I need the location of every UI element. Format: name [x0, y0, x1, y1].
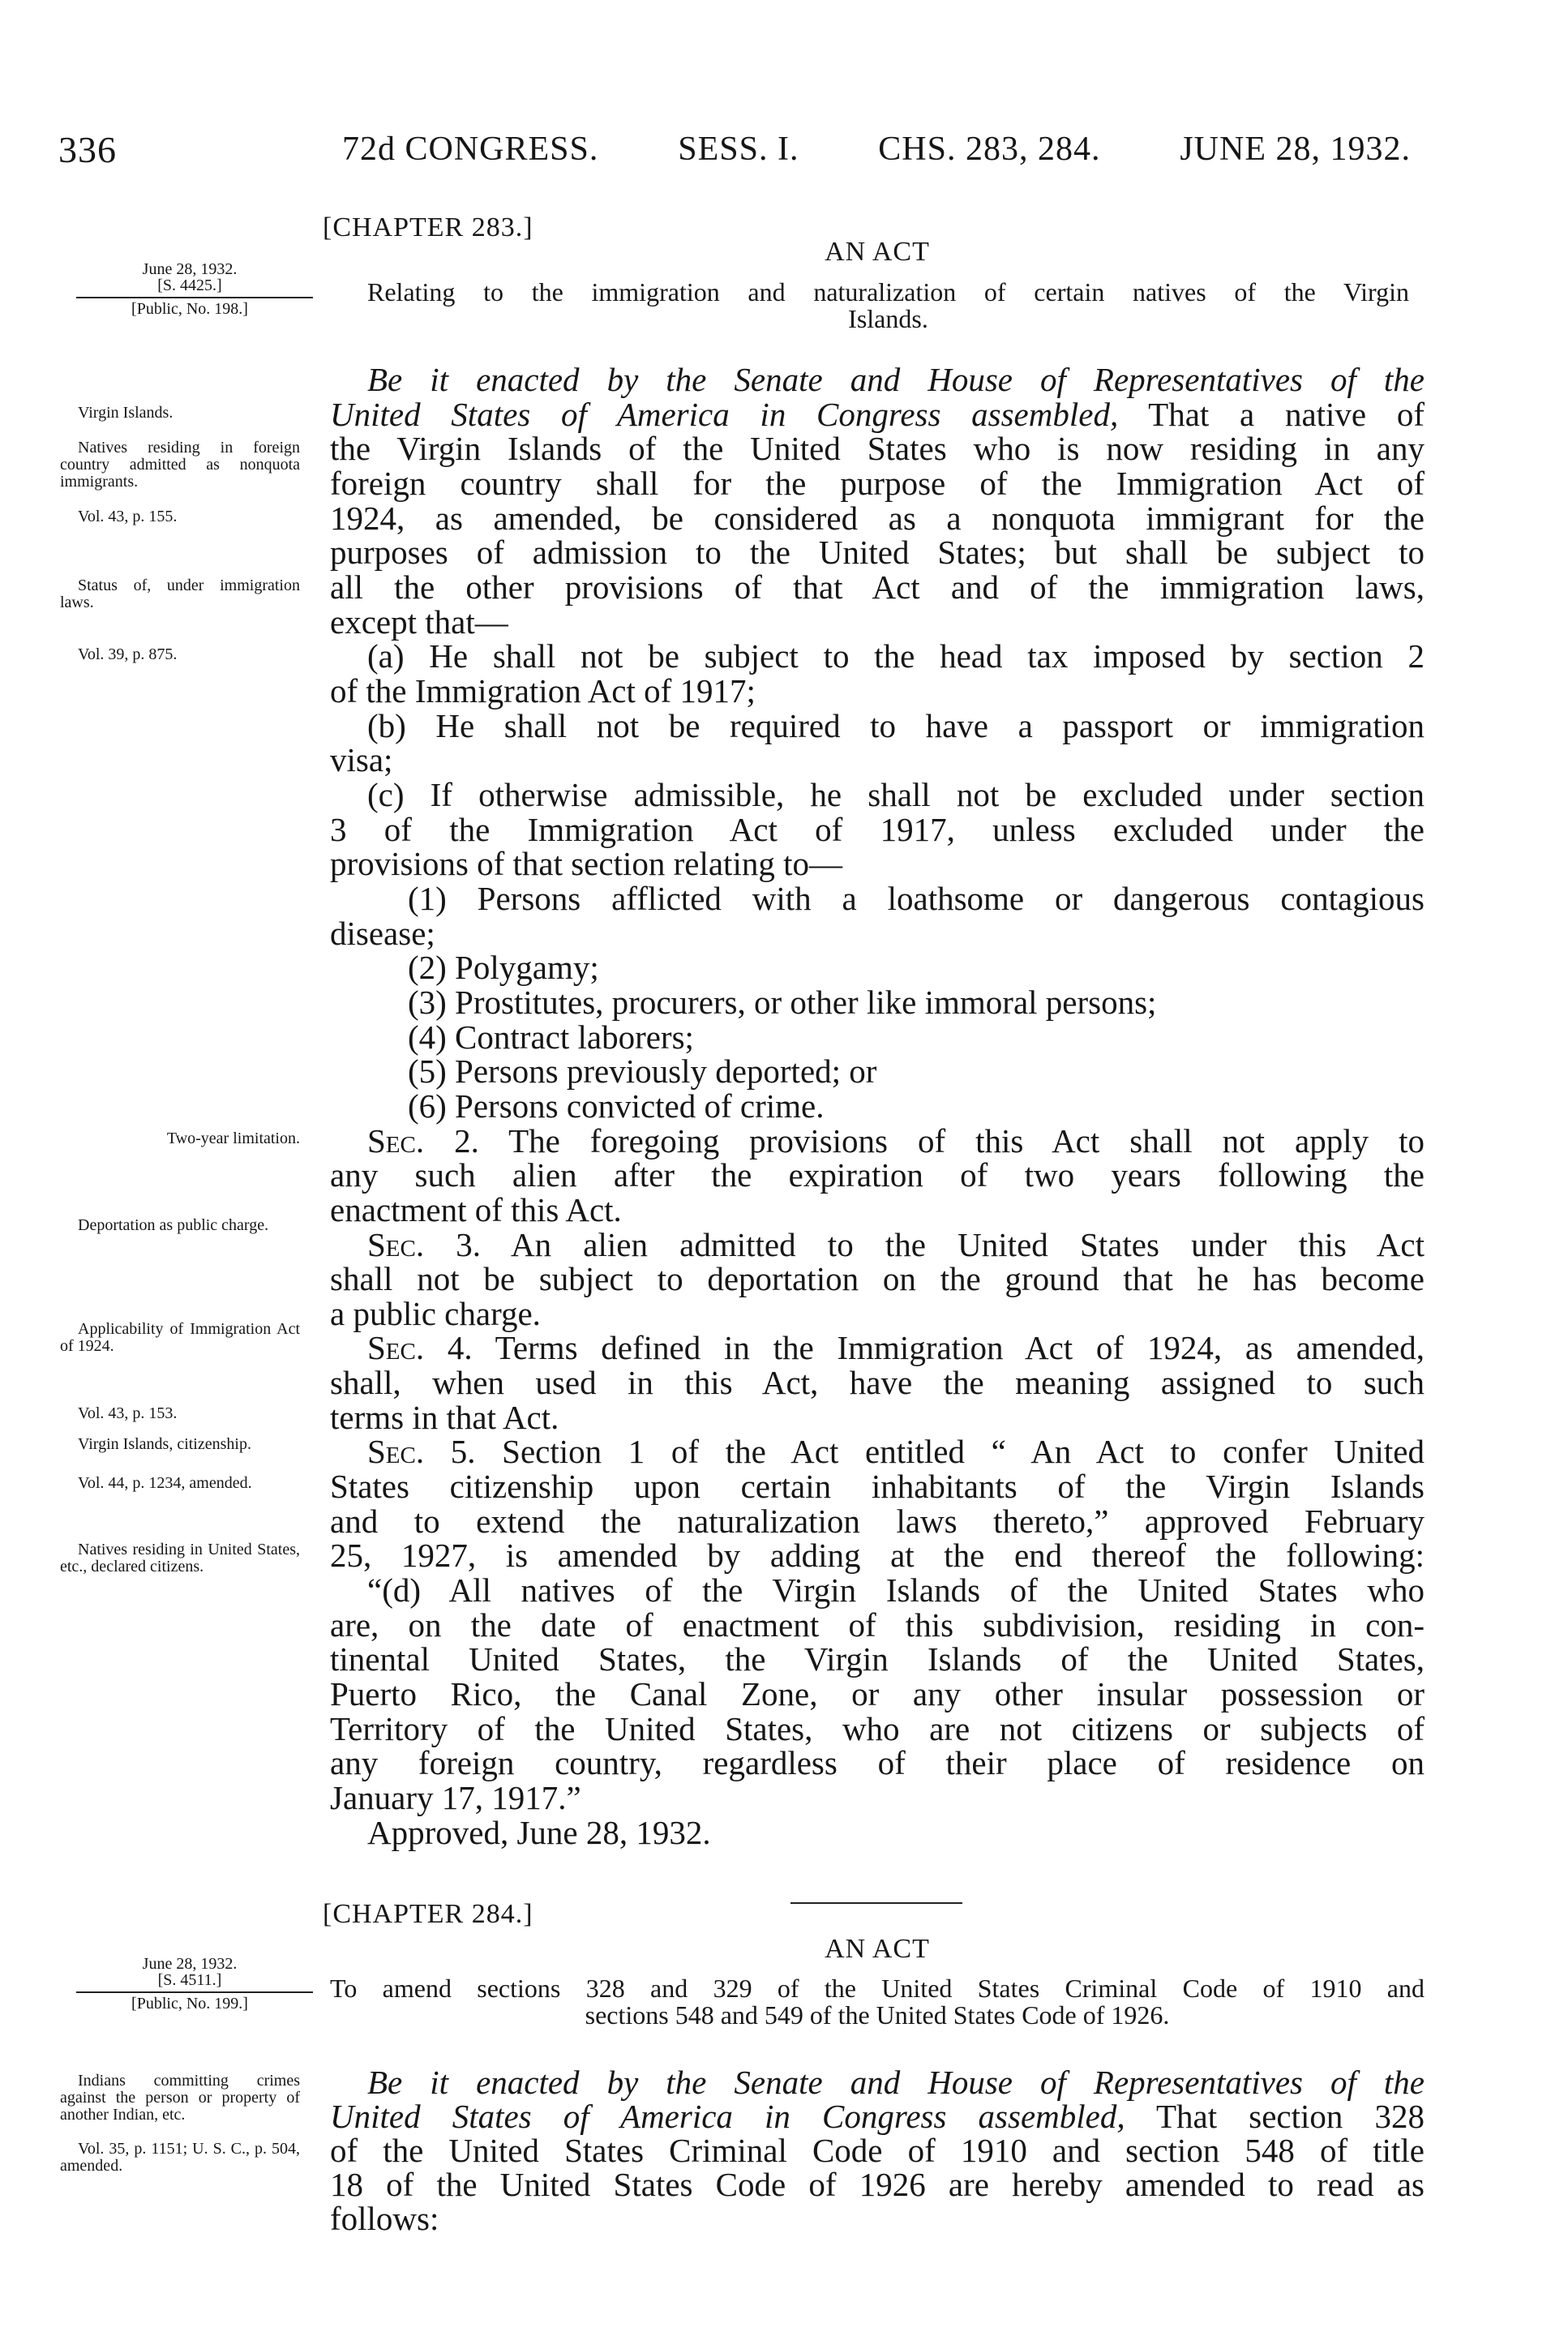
chapter-283-an-act: AN ACT — [825, 237, 930, 267]
body-line — [330, 465, 1424, 501]
body-text: disease; — [330, 914, 435, 952]
body-line — [330, 1607, 1424, 1643]
body-text: (b) He shall not be required to have a passport or immigration — [367, 706, 1424, 744]
side-note: Natives residing in foreign country admitted as nonquota immigrants. — [60, 439, 300, 491]
section-mark: Sec. — [367, 1121, 425, 1160]
body-text: and to extend the naturalization laws thereto,” approved February — [330, 1502, 1424, 1540]
body-line — [367, 1815, 1424, 1850]
body-line — [330, 1400, 1424, 1435]
body-line — [367, 708, 1424, 744]
body-line — [408, 1053, 1424, 1089]
body-text: (3) Prostitutes, procurers, or other like immoral persons; — [408, 983, 1157, 1021]
body-line — [330, 500, 1424, 536]
body-text: 25, 1927, is amended by adding at the end thereof the following: — [330, 1537, 1424, 1575]
body-line — [330, 2201, 1424, 2236]
body-text: “(d) All natives of the Virgin Islands of the United States who — [367, 1571, 1424, 1610]
body-line — [330, 1676, 1424, 1712]
body-text: follows: — [330, 2200, 439, 2238]
chapter-283-side-heading — [60, 261, 319, 317]
side-note: Virgin Islands. — [78, 404, 174, 422]
side-public-law: [Public, No. 198.] — [131, 300, 248, 318]
body-line — [330, 1192, 1424, 1228]
side-rule — [76, 1991, 313, 1993]
italic-text: United States of America in Congress assembled, — [330, 395, 1119, 433]
side-note: Indians committing crimes against the person or property of another Indian, etc. — [60, 2072, 300, 2124]
body-text: 1924, as amended, be considered as a nonquota immigrant for the — [330, 499, 1424, 537]
body-line — [330, 1503, 1424, 1539]
body-line — [408, 984, 1424, 1020]
body-line — [367, 2064, 1424, 2100]
side-date: June 28, 1932. — [142, 1955, 238, 1973]
running-head-date: JUNE 28, 1932. — [1180, 131, 1411, 168]
body-text: shall, when used in this Act, have the meaning assigned to such — [330, 1364, 1424, 1402]
side-note: Deportation as public charge. — [78, 1216, 269, 1234]
body-text: (5) Persons previously deported; or — [408, 1052, 877, 1091]
body-line — [330, 742, 1424, 778]
body-line — [330, 604, 1424, 640]
body-text: 3. An alien admitted to the United States under this Act — [424, 1225, 1424, 1263]
section-mark: Sec. — [367, 1329, 425, 1367]
section-mark: Sec. — [367, 1433, 425, 1471]
body-text: (2) Polygamy; — [408, 949, 599, 987]
side-note: Vol. 43, p. 153. — [78, 1404, 178, 1422]
side-rule — [76, 297, 313, 298]
body-line — [367, 1227, 1424, 1262]
body-text: any foreign country, regardless of their place of residence on — [330, 1744, 1424, 1782]
body-text: Territory of the United States, who are not citizens or subjects of — [330, 1709, 1424, 1747]
section-mark: Sec. — [367, 1225, 425, 1263]
body-line — [330, 1261, 1424, 1297]
side-note: Natives residing in United States, etc., declared citizens. — [60, 1541, 300, 1575]
body-line — [408, 950, 1424, 985]
body-text: purposes of admission to the United States; but shall be subject to — [330, 534, 1424, 572]
side-public-law: [Public, No. 199.] — [131, 1995, 248, 2013]
body-text: all the other provisions of that Act and of the immigration laws, — [330, 568, 1424, 606]
side-note: Two-year limitation. — [166, 1130, 300, 1147]
body-line — [330, 1780, 1424, 1815]
running-head-session: SESS. I. — [678, 131, 799, 168]
body-text: 3 of the Immigration Act of 1917, unless excluded under the — [330, 810, 1424, 848]
body-text: Approved, June 28, 1932. — [367, 1813, 711, 1851]
body-line — [330, 1365, 1424, 1400]
body-line — [330, 2133, 1424, 2168]
body-text: visa; — [330, 741, 393, 779]
body-line — [330, 2167, 1424, 2202]
body-line — [330, 2098, 1424, 2134]
body-text: That a native of — [1118, 395, 1424, 433]
body-text: January 17, 1917.” — [330, 1779, 581, 1817]
italic-text: United States of America in Congress assembled, — [330, 2098, 1125, 2136]
body-line — [330, 1711, 1424, 1747]
body-text: 2. The foregoing provisions of this Act shall not apply to — [424, 1121, 1424, 1160]
chapter-284-title-line-2: sections 548 and 549 of the United States Code of 1926. — [585, 2000, 1170, 2030]
body-text: terms in that Act. — [330, 1398, 559, 1436]
running-head — [342, 130, 1411, 169]
italic-text: Be it enacted by the Senate and House of Representatives of the — [367, 2064, 1424, 2101]
side-note: Applicability of Immigration Act of 1924. — [60, 1320, 300, 1355]
side-date: June 28, 1932. — [142, 260, 238, 278]
body-line — [330, 397, 1424, 432]
running-head-chapters: CHS. 283, 284. — [878, 131, 1101, 168]
body-text: 5. Section 1 of the Act entitled “ An Act to confer United — [424, 1433, 1424, 1471]
body-text: tinental United States, the Virgin Islands of the United States, — [330, 1640, 1424, 1678]
chapter-283-title — [367, 279, 1409, 332]
body-line — [330, 812, 1424, 847]
body-line — [367, 638, 1424, 674]
body-line — [330, 1157, 1424, 1193]
body-line — [367, 1123, 1424, 1159]
body-line — [367, 1572, 1424, 1608]
running-head-congress: 72d CONGRESS. — [342, 131, 599, 168]
body-text: (4) Contract laborers; — [408, 1018, 694, 1056]
body-line — [330, 431, 1424, 466]
body-text: 4. Terms defined in the Immigration Act of 1924, as amended, — [424, 1329, 1424, 1367]
body-line — [367, 362, 1424, 397]
body-text: are, on the date of enactment of this subdivision, residing in con- — [330, 1605, 1424, 1644]
body-text: except that— — [330, 602, 508, 641]
body-line — [330, 846, 1424, 881]
body-line — [330, 1296, 1424, 1331]
chapter-283-title-line-2: Islands. — [848, 304, 928, 333]
body-text: enactment of this Act. — [330, 1190, 622, 1228]
body-text: Puerto Rico, the Canal Zone, or any other insular possession or — [330, 1675, 1424, 1713]
side-note: Vol. 39, p. 875. — [78, 645, 178, 663]
chapter-284-side-heading — [60, 1956, 319, 2012]
chapter-284-title — [330, 1975, 1424, 2029]
body-text: foreign country shall for the purpose of the Immigration Act of — [330, 464, 1424, 502]
body-text: of the Immigration Act of 1917; — [330, 671, 756, 709]
side-note: Vol. 44, p. 1234, amended. — [78, 1474, 252, 1492]
side-note: Vol. 43, p. 155. — [78, 508, 178, 525]
body-line — [330, 1537, 1424, 1573]
body-text: a public charge. — [330, 1294, 541, 1332]
italic-text: Be it enacted by the Senate and House of Representatives of the — [367, 361, 1424, 398]
body-line — [367, 777, 1424, 812]
body-text: provisions of that section relating to— — [330, 845, 842, 883]
side-bill-number: [S. 4511.] — [157, 1971, 222, 1989]
chapter-283-label: [CHAPTER 283.] — [323, 212, 533, 242]
body-line — [330, 569, 1424, 605]
body-line — [367, 1434, 1424, 1469]
body-text: 18 of the United States Code of 1926 are hereby amended to read as — [330, 2166, 1424, 2204]
body-line — [408, 1088, 1424, 1124]
body-line — [408, 1019, 1424, 1055]
side-note: Status of, under immigration laws. — [60, 577, 300, 611]
body-text: shall not be subject to deportation on the ground that he has become — [330, 1260, 1424, 1298]
body-line — [330, 534, 1424, 570]
body-text: (a) He shall not be subject to the head tax imposed by section 2 — [367, 637, 1424, 675]
body-line — [330, 673, 1424, 709]
body-text: of the United States Criminal Code of 1910 and section 548 of title — [330, 2132, 1424, 2170]
body-line — [367, 1330, 1424, 1365]
body-text: States citizenship upon certain inhabitants of the Virgin Islands — [330, 1468, 1424, 1506]
chapter-284-title-line-1: To amend sections 328 and 329 of the United States Criminal Code of 1910 and — [330, 1974, 1424, 2003]
body-text: (1) Persons afflicted with a loathsome or dangerous contagious — [408, 879, 1424, 917]
body-line — [330, 1745, 1424, 1781]
body-line — [408, 881, 1424, 916]
side-bill-number: [S. 4425.] — [157, 276, 222, 294]
body-text: the Virgin Islands of the United States who is now residing in any — [330, 430, 1424, 468]
page-number: 336 — [58, 129, 117, 170]
side-note: Virgin Islands, citizenship. — [78, 1435, 251, 1453]
body-text: (6) Persons convicted of crime. — [408, 1087, 825, 1125]
side-note: Vol. 35, p. 1151; U. S. C., p. 504, amended. — [60, 2140, 300, 2175]
body-line — [330, 1641, 1424, 1677]
body-line — [330, 1468, 1424, 1504]
body-line — [330, 915, 1424, 951]
body-text: (c) If otherwise admissible, he shall not be excluded under section — [367, 775, 1424, 813]
body-text: any such alien after the expiration of two years following the — [330, 1156, 1424, 1194]
chapter-284-an-act: AN ACT — [825, 1934, 930, 1964]
chapter-284-label: [CHAPTER 284.] — [323, 1899, 533, 1929]
chapter-283-title-line-1: Relating to the immigration and naturalization of certain natives of the Virgin — [367, 277, 1409, 307]
chapter-divider-rule — [790, 1902, 962, 1904]
body-text: That section 328 — [1125, 2098, 1424, 2136]
